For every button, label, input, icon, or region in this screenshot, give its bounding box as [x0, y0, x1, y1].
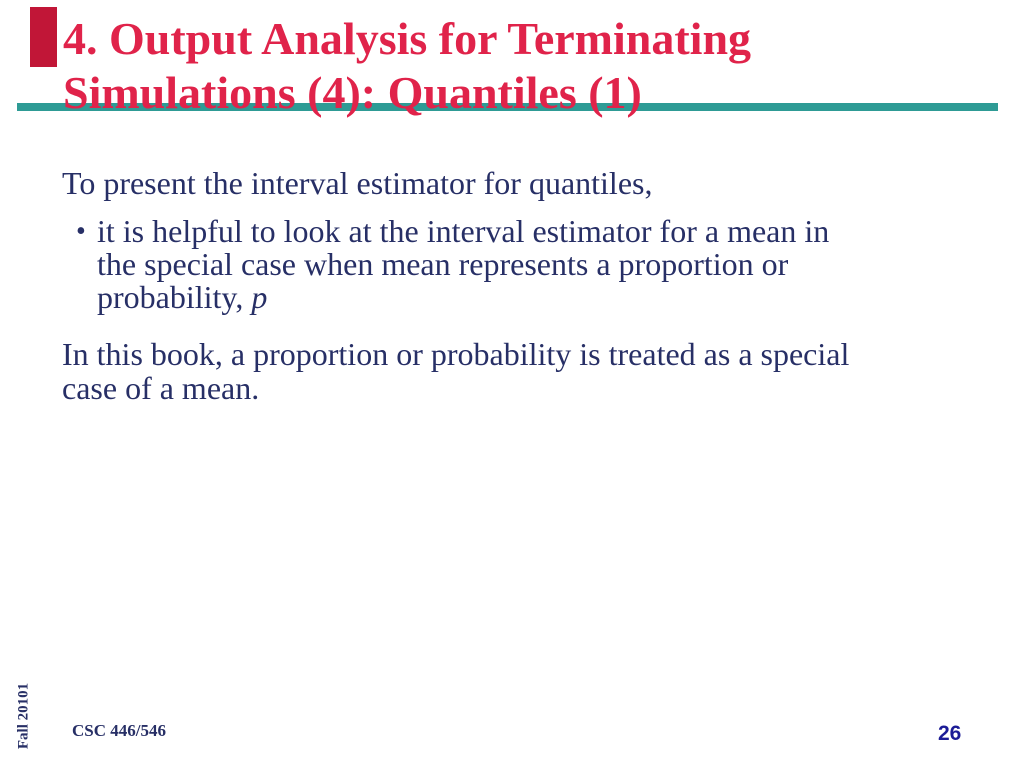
probability-variable: p	[251, 279, 268, 315]
footer-semester: Fall 20101	[15, 682, 32, 750]
page-number: 26	[938, 722, 962, 745]
page-title-line-1: 4. Output Analysis for Terminating	[63, 13, 752, 64]
closing-paragraph	[62, 337, 849, 405]
bullet-icon: •	[76, 216, 86, 247]
intro-paragraph: To present the interval estimator for quantiles,	[62, 165, 653, 201]
closing-paragraph-line-1: In this book, a proportion or probability is treated as a special	[62, 336, 850, 372]
footer-course: CSC 446/546	[72, 721, 166, 740]
page-title-line-2: Simulations (4): Quantiles (1)	[63, 67, 642, 118]
closing-paragraph-line-2: case of a mean.	[62, 370, 260, 406]
bullet-text	[97, 215, 829, 314]
bullet-text-line-1: it is helpful to look at the interval estimator for a mean in	[97, 213, 830, 249]
bullet-text-line-3	[97, 281, 829, 314]
page-title	[63, 12, 983, 120]
accent-bar	[30, 7, 57, 67]
bullet-text-line-3-text: probability,	[97, 279, 252, 315]
bullet-text-line-2: the special case when mean represents a proportion or	[97, 246, 789, 282]
